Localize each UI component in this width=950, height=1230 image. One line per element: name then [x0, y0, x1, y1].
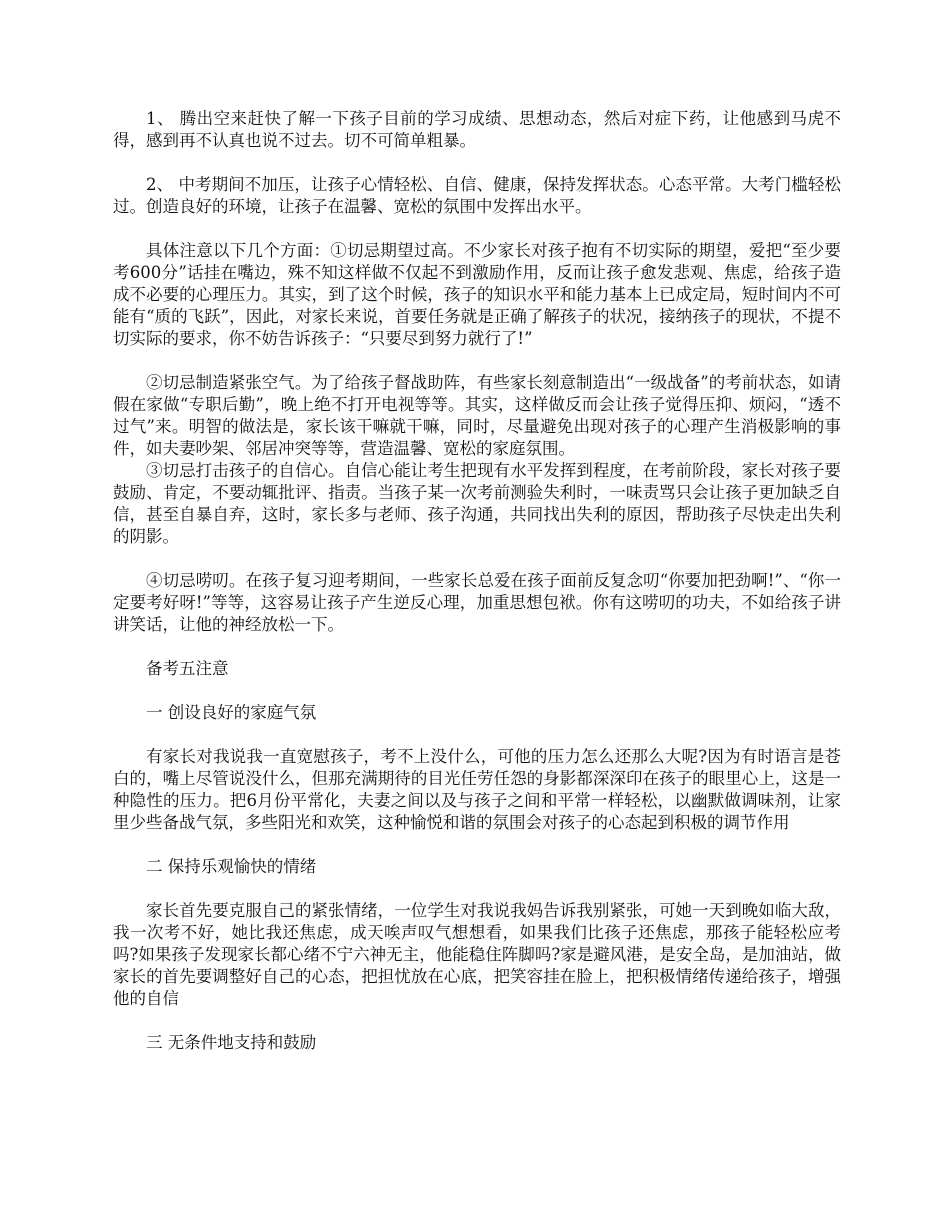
paragraph-avoid-nagging: ④切忌唠叨。在孩子复习迎考期间，一些家长总爱在孩子面前反复念叨“你要加把劲啊!”、“你一定要考好呀!”等等，这容易让孩子产生逆反心理，加重思想包袱。你有这唠叨的功夫，不如给孩子讲讲笑话，让他的神经放松一下。 [113, 571, 841, 634]
section-title: 备考五注意 [146, 659, 229, 678]
paragraph-tip-2: 2、 中考期间不加压，让孩子心情轻松、自信、健康，保持发挥状态。心态平常。大考门槛轻松过。创造良好的环境，让孩子在温馨、宽松的氛围中发挥出水平。 [113, 175, 841, 216]
heading-optimistic-mood: 二 保持乐观愉快的情绪 [146, 857, 317, 876]
paragraph-tip-1: 1、 腾出空来赶快了解一下孩子目前的学习成绩、思想动态，然后对症下药，让他感到马虎不得，感到再不认真也说不过去。切不可简单粗暴。 [113, 109, 841, 150]
paragraph-avoid-tension: ②切忌制造紧张空气。为了给孩子督战助阵，有些家长刻意制造出“一级战备”的考前状态，如请假在家做“专职后勤”，晚上绝不打开电视等等。其实，这样做反而会让孩子觉得压抑、烦闷，“透不过气”来。明智的做法是，家长该干嘛就干嘛，同时，尽量避免出现对孩子的心理产生消极影响的事件，如夫妻吵架、邻居冲突等等，营造温馨、宽松的家庭氛围。 [113, 373, 841, 458]
paragraph-avoid-high-expectations: 具体注意以下几个方面：①切忌期望过高。不少家长对孩子抱有不切实际的期望，爱把“至少要考600分”话挂在嘴边，殊不知这样做不仅起不到激励作用，反而让孩子愈发悲观、焦虑，给孩子造成不必要的心理压力。其实，到了这个时候，孩子的知识水平和能力基本上已成定局，短时间内不可能有“质的飞跃”，因此，对家长来说，首要任务就是正确了解孩子的状况，接纳孩子的现状，不提不切实际的要求，你不妨告诉孩子：“只要尽到努力就行了!” [113, 241, 841, 348]
heading-unconditional-support: 三 无条件地支持和鼓励 [146, 1033, 317, 1052]
document-page [113, 108, 841, 1076]
paragraph-optimistic-mood: 家长首先要克服自己的紧张情绪，一位学生对我说我妈告诉我别紧张，可她一天到晚如临大敌，我一次考不好，她比我还焦虑，成天唉声叹气想想看，如果我们比孩子还焦虑，那孩子能轻松应考吗?如果孩子发现家长都心绪不宁六神无主，他能稳住阵脚吗?家是避风港，是安全岛，是加油站，做家长的首先要调整好自己的心态，把担忧放在心底，把笑容挂在脸上，把积极情绪传递给孩子，增强他的自信 [113, 901, 841, 1008]
paragraph-family-atmosphere: 有家长对我说我一直宽慰孩子，考不上没什么，可他的压力怎么还那么大呢?因为有时语言是苍白的，嘴上尽管说没什么，但那充满期待的目光任劳任怨的身影都深深印在孩子的眼里心上，这是一种隐性的压力。把6月份平常化，夫妻之间以及与孩子之间和平常一样轻松，以幽默做调味剂，让家里少些备战气氛，多些阳光和欢笑，这种愉悦和谐的氛围会对孩子的心态起到积极的调节作用 [113, 747, 841, 832]
paragraph-avoid-undermining-confidence: ③切忌打击孩子的自信心。自信心能让考生把现有水平发挥到程度，在考前阶段，家长对孩子要鼓励、肯定，不要动辄批评、指责。当孩子某一次考前测验失利时，一味责骂只会让孩子更加缺乏自信，甚至自暴自弃，这时，家长多与老师、孩子沟通，共同找出失利的原因，帮助孩子尽快走出失利的阴影。 [113, 461, 841, 546]
heading-family-atmosphere: 一 创设良好的家庭气氛 [146, 703, 317, 722]
